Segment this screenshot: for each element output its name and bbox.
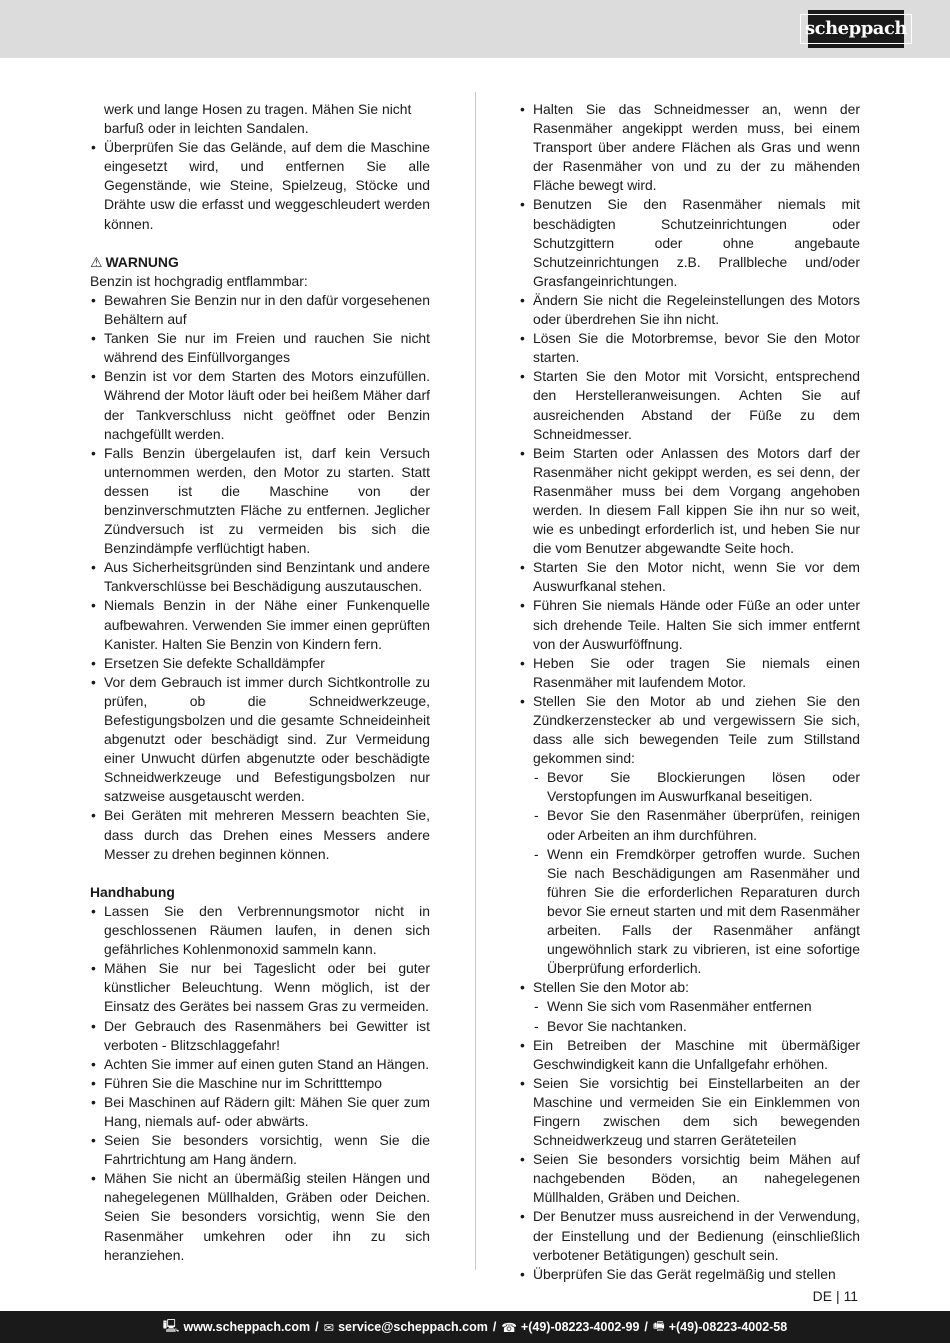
fax-icon: 🖷 (652, 1318, 665, 1333)
list-item: • Ein Betreiben der Maschine mit übermäßiger Geschwindigkeit kann die Unfallgefahr erhöhen. (519, 1036, 860, 1074)
list-item: • Tanken Sie nur im Freien und rauchen Sie nicht während des Einfüllvorganges (90, 329, 430, 367)
list-item: • Starten Sie den Motor mit Vorsicht, entsprechend den Herstelleranweisungen. Achten Sie auf ausreichenden Abstand der Füße zu dem Schneidmesser. (519, 367, 860, 443)
phone-icon: ☎ (501, 1320, 517, 1335)
footer-fax: +(49)-08223-4002-58 (668, 1320, 788, 1334)
list-item: • Falls Benzin übergelaufen ist, darf kein Versuch unternommen werden, den Motor zu starten. Statt dessen ist die Maschine von der benzinverschmutzten Fläche zu entfernen. Jeglicher Zündversuch ist zu vermeiden bis sich die Benzindämpfe verflüchtigt haben. (90, 444, 430, 559)
sub-list-item: - Wenn ein Fremdkörper getroffen wurde. Suchen Sie nach Beschädigungen am Rasenmäher und führen Sie die erforderlichen Reparaturen durch bevor Sie erneut starten und mit dem Rasenmäher arbeiten. Falls der Rasenmäher anfängt ungewöhnlich stark zu vibrieren, ist eine sofortige Überprüfung erforderlich. (519, 845, 860, 979)
page-number: DE | 11 (812, 1288, 858, 1304)
brand-logo (805, 10, 908, 48)
list-item: • Seien Sie besonders vorsichtig beim Mähen auf nachgebenden Böden, an nahegelegenen Müllhalden, Gräben und Deichen. (519, 1150, 860, 1207)
brand-logo-text: scheppach (800, 14, 912, 44)
list-item: • Ersetzen Sie defekte Schalldämpfer (90, 654, 430, 673)
list-item: • Überprüfen Sie das Gerät regelmäßig und stellen (519, 1265, 860, 1284)
computer-icon: 🖳 (162, 1318, 180, 1333)
list-item: • Seien Sie besonders vorsichtig, wenn Sie die Fahrtrichtung am Hang ändern. (90, 1131, 430, 1169)
left-column (90, 100, 430, 1265)
column-divider (475, 92, 476, 1270)
list-item: • Führen Sie die Maschine nur im Schritttempo (90, 1074, 430, 1093)
sub-list-item: - Bevor Sie Blockierungen lösen oder Verstopfungen im Auswurfkanal beseitigen. (519, 768, 860, 806)
list-item: • Aus Sicherheitsgründen sind Benzintank und andere Tankverschlüsse bei Beschädigung auszutauschen. (90, 558, 430, 596)
footer-phone: +(49)-08223-4002-99 (520, 1320, 640, 1334)
list-item: • Halten Sie das Schneidmesser an, wenn der Rasenmäher angekippt werden muss, bei einem Transport über andere Flächen als Gras und wenn der Rasenmäher von und zu der zu mähenden Fläche bewegt wird. (519, 100, 860, 195)
page-language: DE (812, 1288, 832, 1304)
list-item: • Der Gebrauch des Rasenmähers bei Gewitter ist verboten - Blitzschlaggefahr! (90, 1017, 430, 1055)
warning-heading (90, 253, 430, 272)
sub-list-item: - Bevor Sie nachtanken. (519, 1017, 860, 1036)
list-item: • Bewahren Sie Benzin nur in den dafür vorgesehenen Behältern auf (90, 291, 430, 329)
list-item: • Starten Sie den Motor nicht, wenn Sie vor dem Auswurfkanal stehen. (519, 558, 860, 596)
page-header (0, 0, 950, 58)
off-dash-list (519, 997, 860, 1035)
list-item: • Heben Sie oder tragen Sie niemals einen Rasenmäher mit laufendem Motor. (519, 654, 860, 692)
list-item: • Überprüfen Sie das Gelände, auf dem die Maschine eingesetzt wird, und entfernen Sie alle Gegenstände, wie Steine, Spielzeug, Stöcke und Drähte usw die erfasst und weggeschleudert werden können. (90, 138, 430, 233)
warning-intro: Benzin ist hochgradig entflammbar: (90, 272, 308, 289)
list-item: • Bei Geräten mit mehreren Messern beachten Sie, dass durch das Drehen eines Messers andere Messer zu drehen beginnen können. (90, 806, 430, 863)
list-item: • Seien Sie vorsichtig bei Einstellarbeiten an der Maschine und vermeiden Sie ein Einklemmen von Fingern zwischen dem sich bewegenden Schneidwerkzeug und starren Geräteteilen (519, 1074, 860, 1150)
footer-website[interactable]: www.scheppach.com (183, 1320, 311, 1334)
list-item: • Führen Sie niemals Hände oder Füße an oder unter sich drehende Teile. Halten Sie sich immer entfernt von der Auswurföffnung. (519, 596, 860, 653)
list-item: • Niemals Benzin in der Nähe einer Funkenquelle aufbewahren. Verwenden Sie immer einen geprüften Kanister. Halten Sie Benzin von Kindern fern. (90, 596, 430, 653)
continuation-line: werk und lange Hosen zu tragen. Mähen Sie nicht (104, 101, 412, 117)
page-number-value: 11 (843, 1288, 858, 1304)
warning-bullet-list (90, 291, 430, 864)
page-footer: 🖳 www.scheppach.com / ✉ service@scheppach.com / ☎ +(49)-08223-4002-99 / 🖷 +(49)-08223-4002-58 (0, 1311, 950, 1343)
list-item: • Mähen Sie nur bei Tageslicht oder bei guter künstlicher Beleuchtung. Wenn möglich, ist der Einsatz des Gerätes bei nassem Gras zu vermeiden. (90, 959, 430, 1016)
sub-list-item: - Bevor Sie den Rasenmäher überprüfen, reinigen oder Arbeiten an ihm durchführen. (519, 806, 860, 844)
handling-bullet-list (90, 902, 430, 1265)
list-item: • Benzin ist vor dem Starten des Motors einzufüllen. Während der Motor läuft oder bei heißem Mäher darf der Tankverschluss nicht geöffnet oder Benzin nachgefüllt werden. (90, 367, 430, 443)
list-item: • Vor dem Gebrauch ist immer durch Sichtkontrolle zu prüfen, ob die Schneidwerkzeuge, Befestigungsbolzen und die gesamte Schneideinheit abgenutzt oder beschädigt sind. Zur Vermeidung einer Unwucht dürfen abgenutzte oder beschädigte Schneidwerkzeuge und Befestigungsbolzen nur satzweise ausgetauscht werden. (90, 673, 430, 807)
list-item: • Ändern Sie nicht die Regeleinstellungen des Motors oder überdrehen Sie ihn nicht. (519, 291, 860, 329)
list-item: • Achten Sie immer auf einen guten Stand an Hängen. (90, 1055, 430, 1074)
list-item: • Lösen Sie die Motorbremse, bevor Sie den Motor starten. (519, 329, 860, 367)
right-bullet-list (519, 100, 860, 768)
stop-dash-list (519, 768, 860, 978)
footer-email[interactable]: service@scheppach.com (338, 1320, 488, 1334)
pre-bullet-list (90, 138, 430, 233)
handling-heading: Handhabung (90, 883, 175, 900)
mail-icon: ✉ (323, 1320, 335, 1335)
list-item: • Bei Maschinen auf Rädern gilt: Mähen Sie quer zum Hang, niemals auf- oder abwärts. (90, 1093, 430, 1131)
list-item: • Lassen Sie den Verbrennungsmotor nicht in geschlossenen Räumen laufen, in denen sich gefährliches Kohlenmonoxid sammeln kann. (90, 902, 430, 959)
continuation-line: barfuß oder in leichten Sandalen. (104, 120, 309, 137)
list-item: • Mähen Sie nicht an übermäßig steilen Hängen und nahegelegenen Müllhalden, Gräben oder Deichen. Seien Sie besonders vorsichtig, wenn Sie den Rasenmäher umkehren oder ihn zu sich heranziehen. (90, 1169, 430, 1264)
list-item: • Stellen Sie den Motor ab und ziehen Sie den Zündkerzenstecker ab und vergewissern Sie sich, dass alle sich bewegenden Teile zum Stillstand gekommen sind: (519, 692, 860, 768)
sub-list-item: - Wenn Sie sich vom Rasenmäher entfernen (519, 997, 860, 1016)
list-item: • Stellen Sie den Motor ab: (519, 978, 860, 997)
warning-title: WARNUNG (105, 253, 179, 270)
list-item: • Beim Starten oder Anlassen des Motors darf der Rasenmäher nicht gekippt werden, es sei denn, der Rasenmäher muss bei dem Vorgang angehoben werden. In diesem Fall kippen Sie ihn nur so weit, wie es unbedingt erforderlich ist, und heben Sie nur die vom Benutzer abgewandte Seite hoch. (519, 444, 860, 559)
right-bullet-list-b (519, 1036, 860, 1284)
warning-triangle-icon: ⚠ (90, 253, 103, 270)
list-item: • Der Benutzer muss ausreichend in der Verwendung, der Einstellung und der Bedienung (einschließlich verbotener Betätigungen) geschult sein. (519, 1207, 860, 1264)
right-column (519, 100, 860, 1284)
off-bullet-list (519, 978, 860, 997)
list-item: • Benutzen Sie den Rasenmäher niemals mit beschädigten Schutzeinrichtungen oder Schutzgittern oder ohne angebaute Schutzeinrichtungen z.B. Prallbleche und/oder Grasfangeinrichtungen. (519, 195, 860, 290)
